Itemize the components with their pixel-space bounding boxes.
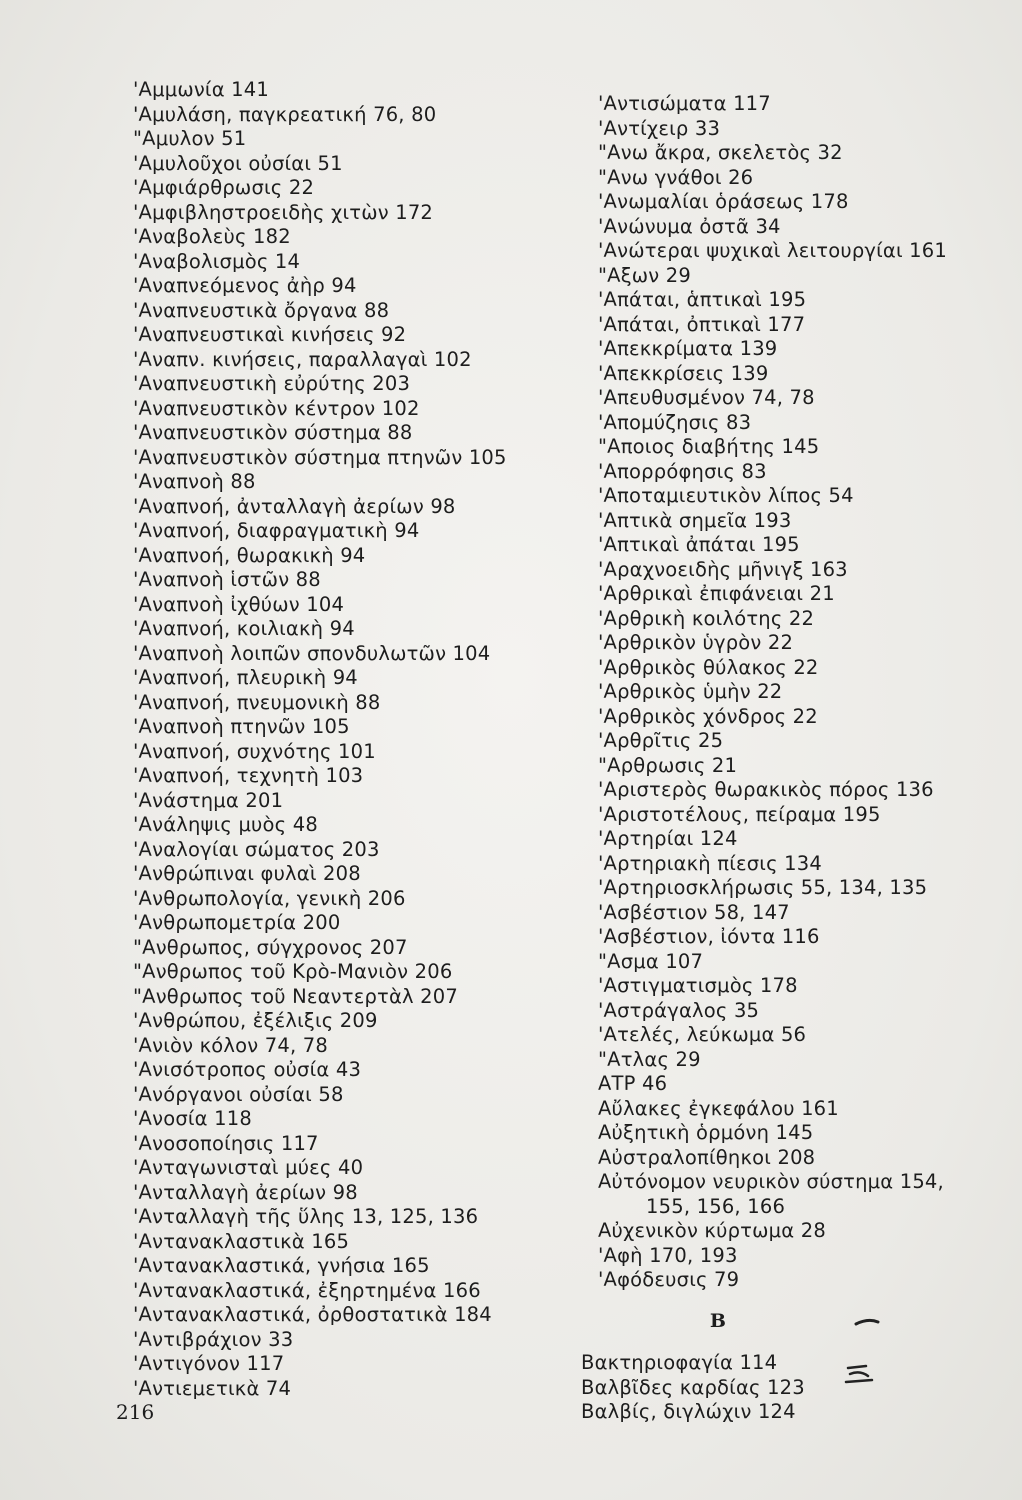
index-entry: 'Απομύζησις 83 (598, 410, 752, 434)
index-entry: 'Αναπνοή, ἀνταλλαγὴ ἀερίων 98 (133, 494, 456, 518)
index-entry: 'Αναπνοὴ 88 (133, 470, 256, 493)
index-entry: 'Απτικὰ σημεῖα 193 (598, 508, 792, 532)
index-entry: Αὐξητικὴ ὁρμόνη 145 (598, 1121, 814, 1144)
index-entry: 'Ανοσία 118 (133, 1107, 252, 1130)
index-entry: 'Αναλογίαι σώματος 203 (133, 837, 380, 861)
index-entry: 'Αστράγαλος 35 (598, 998, 760, 1022)
index-entry: 'Αμυλάση, παγκρεατική 76, 80 (133, 102, 437, 126)
index-entry: Αὐτόνομον νευρικὸν σύστημα 154, (598, 1170, 944, 1193)
index-entry: 'Αντιεμετικὰ 74 (133, 1376, 292, 1400)
index-entry: Βαλβῖδες καρδίας 123 (581, 1375, 805, 1399)
index-entry: 'Ανόργανοι οὐσίαι 58 (133, 1082, 344, 1106)
index-entry: 'Αμφιβληστροειδὴς χιτὼν 172 (133, 200, 434, 224)
index-entry: 'Αναπνευστικὴ εὐρύτης 203 (133, 372, 411, 395)
index-entry: 'Αρθρικὸς ὑμὴν 22 (598, 680, 783, 703)
index-entry: 'Απορρόφησις 83 (598, 459, 767, 483)
index-entry: 'Αφὴ 170, 193 (598, 1243, 738, 1267)
index-entry: "Αξων 29 (598, 263, 692, 287)
index-entry: 'Αρτηρίαι 124 (598, 827, 738, 850)
index-entry: 'Ανάστημα 201 (133, 788, 284, 812)
index-entry: 'Αναπνοὴ ἱστῶν 88 (133, 568, 321, 591)
index-entry: 'Απτικαὶ ἀπάται 195 (598, 533, 800, 556)
index-entry: 'Αριστερὸς θωρακικὸς πόρος 136 (598, 778, 934, 801)
index-entry-continuation: 155, 156, 166 (646, 1194, 786, 1218)
index-entry: 'Αναπνοή, πνευμονικὴ 88 (133, 690, 381, 714)
index-entry: 'Ασβέστιον, ἰόντα 116 (598, 925, 820, 948)
index-entry: 'Αμφιάρθρωσις 22 (133, 176, 315, 199)
index-entry: 'Ανισότροπος οὐσία 43 (133, 1058, 362, 1081)
index-entry: 'Ανταλλαγὴ τῆς ὕλης 13, 125, 136 (133, 1205, 479, 1228)
index-entry: Αὔλακες ἐγκεφάλου 161 (598, 1096, 839, 1120)
index-entry: 'Ανώτεραι ψυχικαὶ λειτουργίαι 161 (598, 239, 948, 262)
index-entry: 'Ατελές, λεύκωμα 56 (598, 1023, 807, 1046)
index-entry: 'Αναβολισμὸς 14 (133, 249, 301, 273)
index-entry: 'Ανθρώπου, ἐξέλιξις 209 (133, 1009, 378, 1032)
index-entry: 'Αρθρικαὶ ἐπιφάνειαι 21 (598, 582, 835, 605)
index-entry: 'Αναπνευστικαὶ κινήσεις 92 (133, 323, 407, 346)
index-entry: 'Αρτηριοσκλήρωσις 55, 134, 135 (598, 876, 928, 899)
index-entry: "Ανθρωπος τοῦ Κρὸ-Μανιὸν 206 (133, 960, 453, 983)
section-heading-b: Β (709, 1309, 727, 1332)
index-entry: 'Αστιγματισμὸς 178 (598, 974, 798, 997)
index-entry: 'Αναπνευστικὸν σύστημα 88 (133, 421, 413, 444)
index-entry: 'Αρθρικὸν ὑγρὸν 22 (598, 631, 794, 654)
index-entry: 'Αναπνοή, διαφραγματικὴ 94 (133, 519, 420, 542)
index-entry: 'Ανθρωπολογία, γενικὴ 206 (133, 886, 406, 910)
index-entry: 'Ανταλλαγὴ ἀερίων 98 (133, 1180, 358, 1204)
index-entry: 'Ανθρώπιναι φυλαὶ 208 (133, 862, 361, 885)
index-entry: Αὐχενικὸν κύρτωμα 28 (598, 1219, 826, 1242)
index-entry: 'Αναπνοή, συχνότης 101 (133, 739, 376, 763)
index-entry: 'Αριστοτέλους, πείραμα 195 (598, 802, 881, 826)
index-entry: 'Αρθρικὸς θύλακος 22 (598, 655, 819, 679)
index-entry: 'Αναβολεὺς 182 (133, 225, 291, 248)
index-entry: "Ανθρωπος τοῦ Νεαντερτὰλ 207 (133, 984, 458, 1008)
index-entry: 'Απεκκρίματα 139 (598, 337, 778, 360)
index-entry: Βακτηριοφαγία 114 (581, 1351, 778, 1374)
index-entry: 'Αναπνοή, τεχνητὴ 103 (133, 764, 364, 787)
index-entry: "Ανω γνάθοι 26 (598, 165, 754, 189)
index-entry: 'Απάται, ὀπτικαὶ 177 (598, 312, 806, 336)
index-entry: 'Ανθρωπομετρία 200 (133, 911, 341, 934)
index-entry: 'Αντίχειρ 33 (598, 116, 721, 140)
index-entry: 'Ανάληψις μυὸς 48 (133, 813, 318, 836)
index-entry: 'Ανταγωνισταὶ μύες 40 (133, 1156, 364, 1179)
index-entry: 'Απευθυσμένον 74, 78 (598, 386, 815, 409)
index-entry: 'Αρθρικὸς χόνδρος 22 (598, 704, 818, 728)
index-entry: "Αμυλον 51 (133, 127, 247, 150)
index-entry: 'Αναπνοὴ πτηνῶν 105 (133, 715, 350, 738)
index-entry: "Ανθρωπος, σύγχρονος 207 (133, 935, 408, 959)
index-entry: 'Αμυλοῦχοι οὐσίαι 51 (133, 151, 343, 175)
index-entry: 'Αναπνοὴ ἰχθύων 104 (133, 592, 345, 616)
index-entry: 'Αναπνοὴ λοιπῶν σπονδυλωτῶν 104 (133, 641, 491, 665)
index-entry: Αὐστραλοπίθηκοι 208 (598, 1145, 816, 1169)
index-entry: 'Αντανακλαστικά, γνήσια 165 (133, 1254, 430, 1277)
index-entry: 'Αναπνοή, κοιλιακὴ 94 (133, 617, 355, 640)
index-entry: "Ατλας 29 (598, 1047, 701, 1071)
index-entry: 'Αποταμιευτικὸν λίπος 54 (598, 484, 854, 507)
index-entry: 'Αντισώματα 117 (598, 92, 771, 115)
index-entry: 'Αντιγόνον 117 (133, 1352, 285, 1375)
index-entry: 'Αναπνευστικὸν σύστημα πτηνῶν 105 (133, 445, 507, 469)
index-entry: 'Αρθρικὴ κοιλότης 22 (598, 606, 815, 630)
index-entry: 'Αρτηριακὴ πίεσις 134 (598, 851, 822, 875)
index-entry: 'Αναπνευστικὰ ὄργανα 88 (133, 298, 390, 322)
index-entry: "Ασμα 107 (598, 949, 704, 973)
index-entry: Βαλβίς, διγλώχιν 124 (581, 1400, 796, 1423)
page-number: 216 (116, 1400, 155, 1424)
index-entry: 'Αντιβράχιον 33 (133, 1327, 294, 1351)
index-entry: 'Αμμωνία 141 (133, 78, 270, 101)
index-entry: "Ανω ἄκρα, σκελετὸς 32 (598, 141, 843, 164)
index-entry: 'Ανιὸν κόλον 74, 78 (133, 1033, 329, 1057)
index-entry: 'Απάται, ἁπτικαὶ 195 (598, 288, 807, 311)
index-entry: "Αποιος διαβήτης 145 (598, 435, 820, 458)
index-entry: 'Ασβέστιον 58, 147 (598, 900, 790, 924)
index-right-column (581, 92, 948, 1425)
index-entry: 'Αρθρῖτις 25 (598, 729, 724, 752)
index-entry: 'Αντανακλαστικά, ἐξηρτημένα 166 (133, 1278, 481, 1302)
index-entry: 'Αναπνοή, θωρακικὴ 94 (133, 543, 366, 567)
index-entry: 'Αναπνοή, πλευρικὴ 94 (133, 666, 358, 689)
index-left-column (133, 78, 507, 1401)
index-entry: 'Αφόδευσις 79 (598, 1268, 740, 1291)
index-entry: 'Ανώνυμα ὀστᾶ 34 (598, 214, 781, 238)
index-entry: 'Ανωμαλίαι ὁράσεως 178 (598, 190, 849, 213)
index-entry: 'Απεκκρίσεις 139 (598, 361, 769, 385)
index-entry: ΑΤΡ 46 (598, 1072, 668, 1095)
index-entry: 'Ανοσοποίησις 117 (133, 1131, 319, 1155)
index-entry: 'Αναπνεόμενος ἀὴρ 94 (133, 274, 357, 297)
index-entry: 'Αναπν. κινήσεις, παραλλαγαὶ 102 (133, 347, 472, 371)
index-entry: 'Αντανακλαστικὰ 165 (133, 1229, 350, 1253)
index-entry: 'Αντανακλαστικά, ὀρθοστατικὰ 184 (133, 1303, 492, 1326)
index-entry: 'Αραχνοειδὴς μῆνιγξ 163 (598, 557, 848, 581)
index-entry: 'Αναπνευστικὸν κέντρον 102 (133, 396, 420, 420)
index-entry: "Αρθρωσις 21 (598, 753, 738, 777)
pen-mark-decoration (838, 1310, 898, 1390)
